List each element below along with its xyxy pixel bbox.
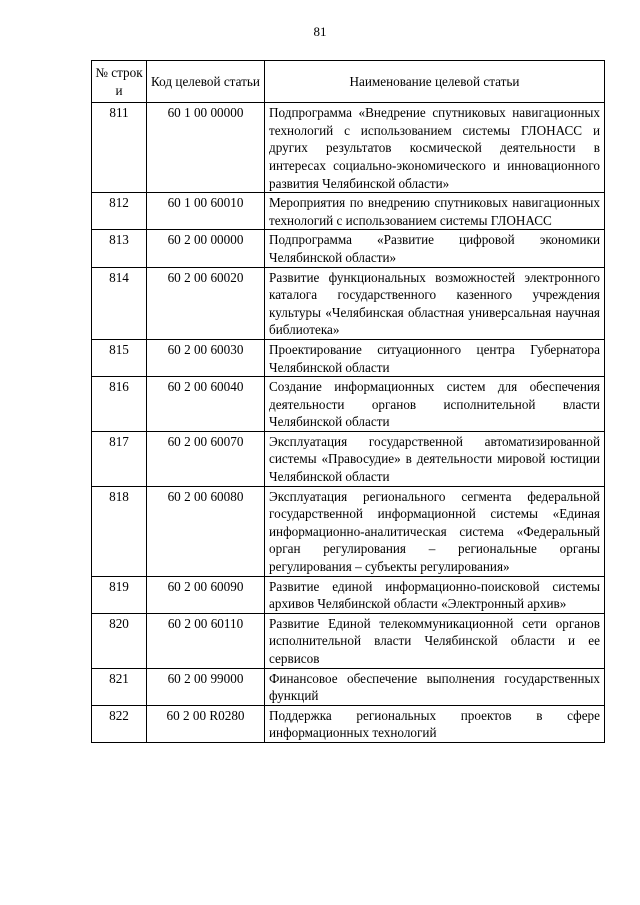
target-name-cell: Мероприятия по внедрению спутниковых навигационных технологий с использованием системы ГЛОНАСС	[265, 193, 605, 230]
target-name-cell: Поддержка региональных проектов в сфере информационных технологий	[265, 705, 605, 742]
table-row	[92, 230, 605, 267]
target-code-cell: 60 2 00 60080	[147, 486, 265, 576]
target-items-table	[91, 60, 605, 743]
row-number-cell: 820	[92, 613, 147, 668]
row-number-cell: 819	[92, 576, 147, 613]
target-name-cell: Эксплуатация государственной автоматизированной системы «Правосудие» в деятельности мировой юстиции Челябинской области	[265, 431, 605, 486]
target-code-cell: 60 2 00 00000	[147, 230, 265, 267]
table-row	[92, 576, 605, 613]
target-name-cell: Эксплуатация регионального сегмента федеральной государственной информационной системы «Единая информационно-аналитическая система «Федеральный орган регулирования – региональные органы регулирования – субъекты регулирования»	[265, 486, 605, 576]
target-name-cell: Создание информационных систем для обеспечения деятельности органов исполнительной власти Челябинской области	[265, 377, 605, 432]
table-row	[92, 486, 605, 576]
target-code-cell: 60 2 00 R0280	[147, 705, 265, 742]
target-name-cell: Проектирование ситуационного центра Губернатора Челябинской области	[265, 339, 605, 376]
target-name-cell: Развитие Единой телекоммуникационной сети органов исполнительной власти Челябинской области и ее сервисов	[265, 613, 605, 668]
target-name-cell: Подпрограмма «Развитие цифровой экономики Челябинской области»	[265, 230, 605, 267]
target-code-cell: 60 2 00 60090	[147, 576, 265, 613]
table-row	[92, 613, 605, 668]
target-code-cell: 60 2 00 99000	[147, 668, 265, 705]
table-row	[92, 431, 605, 486]
row-number-cell: 817	[92, 431, 147, 486]
target-code-cell: 60 1 00 00000	[147, 103, 265, 193]
row-number-cell: 815	[92, 339, 147, 376]
row-number-cell: 811	[92, 103, 147, 193]
row-number-cell: 822	[92, 705, 147, 742]
header-row-number: № строк и	[92, 61, 147, 103]
table-header-row	[92, 61, 605, 103]
row-number-cell: 814	[92, 267, 147, 339]
target-code-cell: 60 2 00 60040	[147, 377, 265, 432]
table-row	[92, 705, 605, 742]
header-name: Наименование целевой статьи	[265, 61, 605, 103]
row-number-cell: 821	[92, 668, 147, 705]
page-number: 81	[313, 24, 327, 39]
row-number-cell: 813	[92, 230, 147, 267]
target-name-cell: Развитие единой информационно-поисковой системы архивов Челябинской области «Электронный архив»	[265, 576, 605, 613]
table-row	[92, 339, 605, 376]
table-row	[92, 267, 605, 339]
table-row	[92, 103, 605, 193]
target-code-cell: 60 2 00 60070	[147, 431, 265, 486]
target-code-cell: 60 2 00 60030	[147, 339, 265, 376]
table-body	[92, 103, 605, 743]
target-name-cell: Подпрограмма «Внедрение спутниковых навигационных технологий с использованием системы ГЛОНАСС и других результатов космической деятельности в интересах социально-экономического и инновационного развития Челябинской области»	[265, 103, 605, 193]
table-row	[92, 377, 605, 432]
row-number-cell: 816	[92, 377, 147, 432]
table-row	[92, 668, 605, 705]
table-row	[92, 193, 605, 230]
header-code: Код целевой статьи	[147, 61, 265, 103]
target-name-cell: Развитие функциональных возможностей электронного каталога государственного казенного учреждения культуры «Челябинская областная универсальная научная библиотека»	[265, 267, 605, 339]
target-name-cell: Финансовое обеспечение выполнения государственных функций	[265, 668, 605, 705]
target-code-cell: 60 2 00 60110	[147, 613, 265, 668]
row-number-cell: 812	[92, 193, 147, 230]
target-code-cell: 60 1 00 60010	[147, 193, 265, 230]
target-code-cell: 60 2 00 60020	[147, 267, 265, 339]
row-number-cell: 818	[92, 486, 147, 576]
